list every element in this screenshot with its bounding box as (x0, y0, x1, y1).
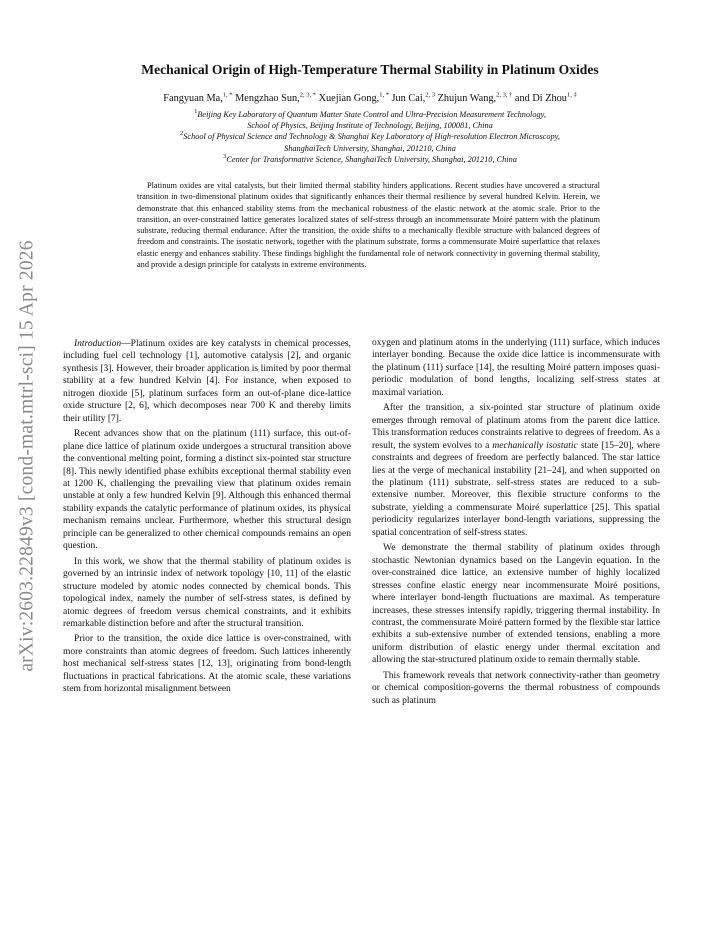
author (163, 93, 232, 104)
right-column (372, 337, 660, 710)
paragraph: In this work, we show that the thermal stability of platinum oxides is governed by an intrinsic index of network topology [10, 11] of the elastic structure modeled by atomic nodes connected by chemical bonds. This topological index, namely the number of self-stress states, is defined by atomic degrees of freedom versus chemical constraints, and it exhibits remarkable distinction before and after the structural transition. (63, 556, 351, 629)
affiliation-line: Beijing Key Laboratory of Quantum Matter State Control and Ultra-Precision Measurement Technology, (197, 110, 546, 119)
affiliation-marker: 2 (180, 130, 184, 138)
affiliation (80, 131, 660, 142)
author-affiliation-marker: 2, 3, * (299, 91, 316, 99)
author (435, 93, 512, 104)
affiliation-list (80, 109, 660, 165)
paragraph (63, 338, 351, 425)
author-name: Jun Cai, (388, 93, 426, 104)
author (233, 93, 316, 104)
paragraph: Prior to the transition, the oxide dice lattice is over-constrained, with more constraints than atomic degrees of freedom. Such lattices inherently host mechanical self-stress states [12, 13], originating from bond-length fluctuations in practical fabrications. At the atomic scale, these variations stem from horizontal misalignment between (63, 634, 351, 695)
author-name: Fangyuan Ma, (163, 93, 223, 104)
author-affiliation-marker: 1, * (379, 91, 389, 99)
affiliation-marker: 1 (194, 108, 198, 116)
left-column (63, 338, 351, 699)
emphasis-text: mechanically isostatic (492, 440, 578, 451)
author-affiliation-marker: 2, 3 (425, 91, 436, 99)
author-list (80, 93, 660, 104)
author (316, 93, 389, 104)
author-name: and Di Zhou (512, 93, 567, 104)
paragraph-text: Platinum oxides are key catalysts in chemical processes, including fuel cell technology [1], automotive catalysis [2], and organic synthesis [3]. However, their broader application is limited by poor thermal stability at a few hundred Kelvin [4]. For instance, when exposed to nitrogen dioxide [5], platinum surfaces form an out-of-plane dice-lattice oxide structure [2, 6], which decomposes near 700 K and thereby limits their utility [7]. (63, 339, 351, 424)
affiliation-line: Center for Transformative Science, ShanghaiTech University, Shanghai, 201210, China (226, 154, 517, 164)
author-name: Mengzhao Sun, (232, 93, 300, 104)
affiliation (80, 109, 660, 120)
paragraph (372, 402, 660, 539)
paragraph-text: state [15–20], where constraints and degrees of freedom are perfectly balanced. The star lattice lies at the verge of mechanical instability [21–24], and when supported on the platinum (111) substrate, self-stress states are reduced to a sub-extensive number. Moreover, this flexible structure conforms to the substrate, yielding a commensurate Moiré superlattice [25]. This spatial periodicity regularizes interlayer bond-length variations, suppressing the spatial concentration of self-stress states. (372, 440, 660, 538)
affiliation-line: School of Physical Science and Technology & Shanghai Key Laboratory of High-resolution Electron Microscopy, (183, 132, 560, 142)
affiliation-line: School of Physics, Beijing Institute of Technology, Beijing, 100081, China (247, 121, 493, 131)
affiliation (80, 154, 660, 165)
section-heading-introduction: Introduction (74, 339, 122, 349)
paragraph: Recent advances show that on the platinum (111) surface, this out-of-plane dice lattice of platinum oxide undergoes a structural transition above the conventional melting point, forming a distinct six-pointed star structure [8]. This newly identified phase exhibits exceptional thermal stability even at 1200 K, challenging the prevailing view that platinum oxides remain unstable at only a few hundred Kelvin [9]. Although this enhanced thermal stability expands the catalytic performance of platinum oxides, its physical mechanism remains unclear. Furthermore, whether this structural design principle can be generalized to other chemical compounds remains an open question. (63, 429, 351, 552)
author-name: Zhujun Wang, (435, 93, 497, 104)
author-affiliation-marker: 1, * (222, 91, 233, 99)
abstract: Platinum oxides are vital catalysts, but their limited thermal stability hinders applications. Recent studies have uncovered a structural transition in two-dimensional platinum oxides that significantly enhances their thermal resilience by several hundred Kelvin. Herein, we demonstrate that this enhanced stability stems from the mechanical robustness of the elastic network at the atomic scale. Prior to the transition, an over-constrained lattice generates localized states of self-stress through an incommensurate Moiré pattern with the platinum substrate, reducing thermal endurance. After the transition, the oxide shifts to a mechanically flexible structure with balanced degrees of freedom and constraints. The isostatic network, together with the platinum substrate, forms a commensurate Moiré superlattice that relaxes elastic energy and enhances stability. These findings highlight the fundamental role of network connectivity in governing thermal stability, and provide a design principle for catalysts in extreme environments. (137, 181, 600, 270)
author-affiliation-marker: 1, ‡ (566, 91, 577, 99)
paper-title: Mechanical Origin of High-Temperature Thermal Stability in Platinum Oxides (141, 62, 599, 77)
author (389, 93, 435, 104)
arxiv-identifier[interactable]: arXiv:2603.22849v3 [cond-mat.mtrl-sci] 15 Apr 2026 (17, 240, 39, 672)
arxiv-stamp (6, 216, 50, 696)
paragraph: oxygen and platinum atoms in the underlying (111) surface, which induces interlayer bonding. Because the oxide dice lattice is incommensurate with the platinum (111) surface [14], the resulting Moiré pattern imposes quasi-periodic modulation of bond lengths, localizing self-stress states at maximal variation. (372, 338, 660, 398)
affiliation-line: ShanghaiTech University, Shanghai, 201210, China (284, 143, 456, 153)
paragraph-text: After the transition, a six-pointed star structure of platinum oxide emerges through removal of platinum atoms from the parent dice lattice. This transformation reduces constraints relative to degrees of freedom. As a result, the system evolves to a (372, 403, 660, 451)
author (512, 93, 576, 104)
em-dash: — (121, 339, 131, 349)
paragraph: We demonstrate the thermal stability of platinum oxides through stochastic Newtonian dynamics based on the Langevin equation. In the over-constrained dice lattice, an extensive number of highly localized stresses confine elastic energy near incommensurate Moiré positions, where interlayer bond-length fluctuations are maximal. As temperature increases, these stresses intensify rapidly, triggering thermal instability. In contrast, the commensurate Moiré pattern formed by the flexible star lattice exhibits a sub-extensive number of extended tensions, enabling a more uniform distribution of elastic energy under thermal excitation and allowing the star-structured platinum oxide to remain thermally stable. (372, 543, 660, 666)
affiliation-marker: 3 (223, 153, 227, 161)
paragraph: This framework reveals that network connectivity-rather than geometry or chemical composition-governs the thermal robustness of compounds such as platinum (372, 670, 660, 706)
author-name: Xuejian Gong, (316, 93, 380, 104)
author-affiliation-marker: 2, 3, † (496, 91, 513, 99)
